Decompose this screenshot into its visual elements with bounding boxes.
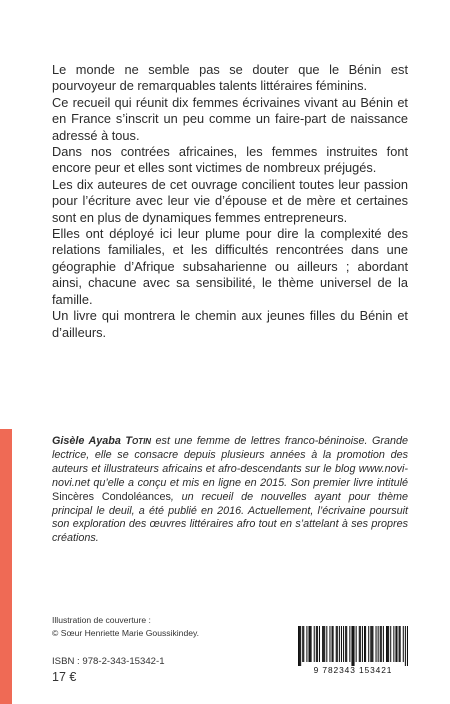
barcode-bar (376, 626, 377, 662)
author-last-name: Totin (125, 435, 152, 447)
bio-text: , un recueil de nouvelles ayant pour thème principal le deuil, a été publié en 2016. Actuellement, l’écrivaine poursuit son exploration des œuvres littéraires afro tout en s’attelant à ses propres créations. (52, 490, 408, 545)
barcode-bar (346, 626, 347, 662)
blurb-paragraph: Un livre qui montrera le chemin aux jeunes filles du Bénin et d’ailleurs. (52, 308, 408, 340)
barcode-bar (299, 626, 300, 666)
barcode-bar (380, 626, 381, 662)
barcode-bar (352, 626, 353, 666)
credit-label: Illustration de couverture : (52, 615, 151, 625)
barcode-bar (371, 626, 372, 662)
blurb-paragraph: Ce recueil qui réunit dix femmes écrivaines vivant au Bénin et en France s’inscrit un peu comme un faire-part de naissance adressé à tous. (52, 94, 408, 143)
barcode-bar (405, 626, 406, 666)
cover-credit (52, 614, 272, 639)
barcode-bar (326, 626, 327, 662)
barcode-bar (356, 626, 357, 662)
barcode-bar (364, 626, 365, 662)
barcode-bar (399, 626, 400, 662)
barcode-bar (360, 626, 361, 662)
author-bio (52, 435, 408, 546)
barcode-bar (300, 626, 301, 666)
author-first-name: Gisèle Ayaba (52, 435, 121, 447)
barcode-bar (310, 626, 311, 662)
barcode-bar (351, 626, 352, 666)
barcode-bars (295, 626, 411, 666)
isbn: ISBN : 978-2-343-15342-1 (52, 656, 165, 667)
barcode-bar (341, 626, 342, 662)
credit-name: © Sœur Henriette Marie Goussikindey. (52, 627, 200, 638)
barcode-bar (316, 626, 317, 662)
barcode-bar (324, 626, 325, 662)
barcode-bar (365, 626, 366, 662)
barcode-bar (308, 626, 309, 662)
barcode-bar (359, 626, 360, 662)
barcode-bar (336, 626, 337, 662)
barcode-bar (322, 626, 323, 662)
blurb-paragraph: Le monde ne semble pas se douter que le Bénin est pourvoyeur de remarquables talents littéraires féminins. (52, 62, 408, 94)
blurb-paragraph: Dans nos contrées africaines, les femmes instruites font encore peur et elles sont victimes de nombreux préjugés. (52, 144, 408, 176)
barcode-bar (396, 626, 397, 662)
barcode-bar (362, 626, 363, 662)
blurb-paragraph: Elles ont déployé ici leur plume pour dire la complexité des relations familiales, et les difficultés rencontrées dans une géographie d’Afrique subsaharienne ou ailleurs ; abordant ainsi, chacune avec sa sensibilité, le thème universel de la famille. (52, 226, 408, 307)
accent-bar (0, 429, 12, 704)
barcode-bar (372, 626, 373, 662)
barcode-bar (298, 626, 299, 666)
barcode-bar (393, 626, 394, 662)
barcode-bar (368, 626, 369, 662)
barcode-bar (329, 626, 330, 662)
barcode-bar (386, 626, 387, 662)
blurb-paragraph: Les dix auteures de cet ouvrage concilient toutes leur passion pour l’écriture avec leur vie d’épouse et de mère et certaines sont en plus de dynamiques femmes entrepreneurs. (52, 176, 408, 225)
barcode-bar (319, 626, 320, 662)
price: 17 € (52, 670, 77, 684)
back-cover-blurb (52, 62, 408, 341)
barcode-bar (381, 626, 382, 662)
book-title: Sincères Condoléances (52, 490, 171, 503)
barcode-bar (354, 626, 355, 666)
barcode (291, 626, 415, 680)
barcode-bar (390, 626, 391, 662)
barcode-bar (387, 626, 388, 662)
barcode-bar (323, 626, 324, 662)
barcode-bar (302, 626, 303, 662)
barcode-bar (317, 626, 318, 662)
barcode-bar (339, 626, 340, 662)
barcode-digits: 9 782343 153421 (313, 665, 393, 675)
barcode-bar (407, 626, 408, 666)
barcode-bar (388, 626, 389, 662)
barcode-bar (343, 626, 344, 662)
barcode-bar (378, 626, 379, 662)
barcode-bar (314, 626, 315, 662)
barcode-bar (395, 626, 396, 662)
barcode-bar (337, 626, 338, 662)
barcode-bar (333, 626, 334, 662)
barcode-bar (303, 626, 304, 662)
barcode-bar (349, 626, 350, 662)
barcode-bar (400, 626, 401, 662)
barcode-bar (306, 626, 307, 662)
barcode-bar (332, 626, 333, 662)
bio-text: est une femme de lettres franco-béninoise. Grande lectrice, elle se consacre depuis plusieurs années à la promotion des auteurs et illustrateurs africains et afro-descendants sur le blog www.novi-novi.net qu’elle a conçu et mis en ligne en 2015. Son premier livre intitulé (52, 435, 408, 489)
barcode-bar (383, 626, 384, 662)
barcode-bar (311, 626, 312, 662)
barcode-bar (345, 626, 346, 662)
barcode-bar (370, 626, 371, 662)
barcode-bar (403, 626, 404, 662)
